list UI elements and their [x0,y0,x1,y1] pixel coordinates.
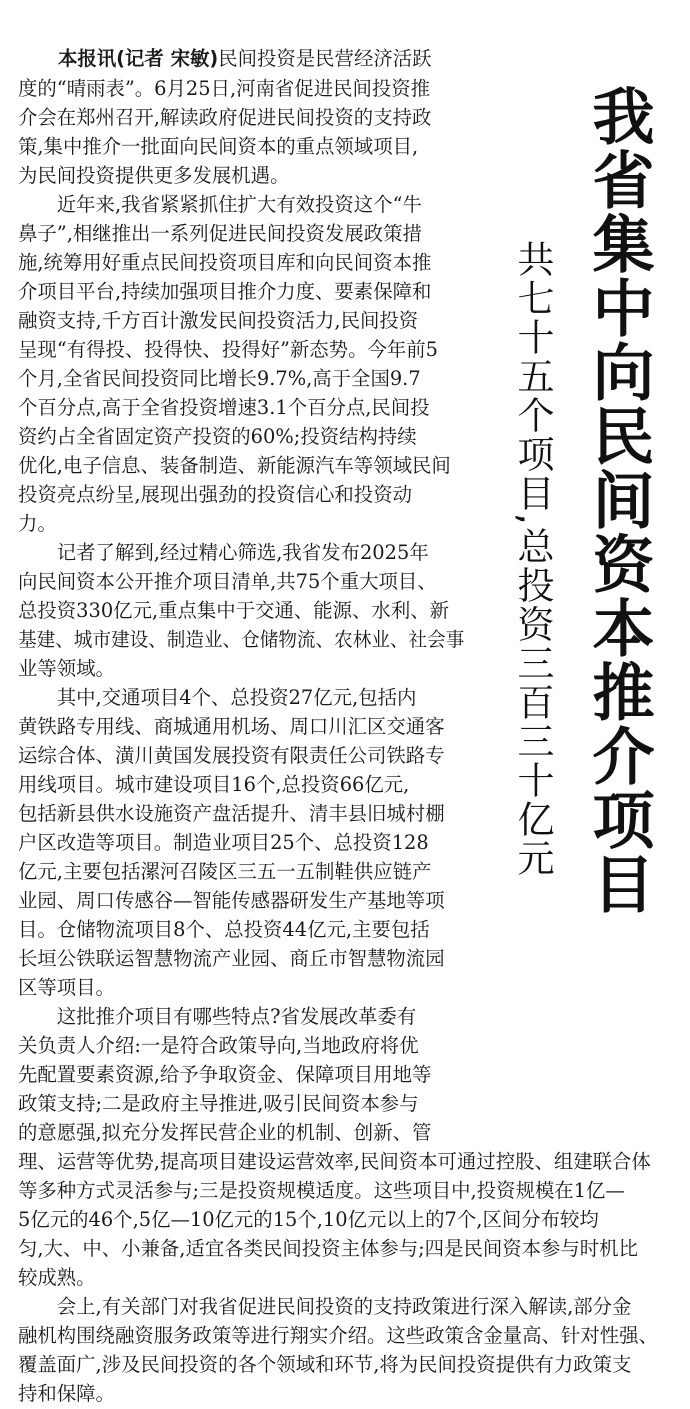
article-line: 记者了解到,经过精心筛选,我省发布2025年 [18,541,429,564]
article-line: 理、运营等优势,提高项目建设运营效率,民间资本可通过控股、组建联合体 [18,1150,651,1173]
article-line: 基建、城市建设、制造业、仓储物流、农林业、社会事 [18,628,465,651]
article-line: 区等项目。 [18,976,115,999]
article-line: 投资亮点纷呈,展现出强劲的投资信心和投资动 [18,483,412,506]
article-line: 业等领域。 [18,657,115,680]
article-line: 先配置要素资源,给予争取资金、保障项目用地等 [18,1063,432,1086]
article-line: 业园、周口传感谷—智能传感器研发生产基地等项 [18,889,445,912]
article-line: 融机构围绕融资服务政策等进行翔实介绍。这些政策含金量高、针对性强、 [18,1324,658,1347]
article-line: 5亿元的46个,5亿—10亿元的15个,10亿元以上的7个,区间分布较均 [18,1208,599,1231]
article-line: 长垣公铁联运智慧物流产业园、商丘市智慧物流园 [18,947,445,970]
article-line: 优化,电子信息、装备制造、新能源汽车等领域民间 [18,454,451,477]
article-line: 融资支持,千方百计激发民间投资活力,民间投资 [18,309,419,332]
article-line: 黄铁路专用线、商城通用机场、周口川汇区交通客 [18,715,445,738]
article-line: 的意愿强,拟充分发挥民营企业的机制、创新、管 [18,1121,432,1144]
headline-subtitle: 共七十五个项目,总投资三百三十亿元 [511,240,554,878]
article-line: 向民间资本公开推介项目清单,共75个重大项目、 [18,570,437,593]
article-line: 度的“晴雨表”。6月25日,河南省促进民间投资推 [18,77,431,100]
article-line: 介项目平台,持续加强项目推介力度、要素保障和 [18,280,432,303]
article-line: 覆盖面广,涉及民间投资的各个领域和环节,将为民间投资提供有力政策支 [18,1353,632,1376]
article-line: 等多种方式灵活参与;三是投资规模适度。这些项目中,投资规模在1亿— [18,1179,625,1202]
byline: 本报讯(记者 宋敏) [58,47,219,70]
article-line: 近年来,我省紧紧抓住扩大有效投资这个“牛 [18,193,422,216]
article-line: 力。 [18,512,57,535]
article-line-1 [18,44,504,74]
article-line: 目。仓储物流项目8个、总投资44亿元,主要包括 [18,918,430,941]
article-line: 较成熟。 [18,1266,96,1289]
article-line: 包括新县供水设施资产盘活提升、清丰县旧城村棚 [18,802,445,825]
article-line: 鼻子”,相继推出一系列促进民间投资发展政策措 [18,222,422,245]
article-line: 施,统筹用好重点民间投资项目库和向民间资本推 [18,251,432,274]
article-line: 持和保障。 [18,1382,115,1405]
article-line: 策,集中推介一批面向民间资本的重点领域项目, [18,135,419,158]
article-line: 为民间投资提供更多发展机遇。 [18,164,290,187]
article-line: 会上,有关部门对我省促进民间投资的支持政策进行深入解读,部分金 [18,1295,632,1318]
article-line: 运综合体、潢川黄国发展投资有限责任公司铁路专 [18,744,445,767]
article-line: 总投资330亿元,重点集中于交通、能源、水利、新 [18,599,449,622]
article-line: 介会在郑州召开,解读政府促进民间投资的支持政 [18,106,432,129]
article-line: 政策支持;二是政府主导推进,吸引民间资本参与 [18,1092,419,1115]
article-line: 这批推介项目有哪些特点?省发展改革委有 [18,1005,417,1028]
article-line: 呈现“有得投、投得快、投得好”新态势。今年前5 [18,338,438,361]
article-line: 用线项目。城市建设项目16个,总投资66亿元, [18,773,410,796]
article-line: 匀,大、中、小兼备,适宜各类民间投资主体参与;四是民间资本参与时机比 [18,1237,638,1260]
article-line: 关负责人介绍:一是符合政策导向,当地政府将优 [18,1034,419,1057]
article-line-1-text: 民间投资是民营经济活跃 [218,47,432,70]
article-line: 户区改造等项目。制造业项目25个、总投资128 [18,831,429,854]
article-line: 个月,全省民间投资同比增长9.7%,高于全国9.7 [18,367,421,390]
headline-title: 我省集中向民间资本推介项目 [582,84,655,916]
article-line: 个百分点,高于全省投资增速3.1个百分点,民间投 [18,396,430,419]
article-line: 亿元,主要包括漯河召陵区三五一五制鞋供应链产 [18,860,432,883]
article-line: 其中,交通项目4个、总投资27亿元,包括内 [18,686,417,709]
article-line: 资约占全省固定资产投资的60%;投资结构持续 [18,425,417,448]
